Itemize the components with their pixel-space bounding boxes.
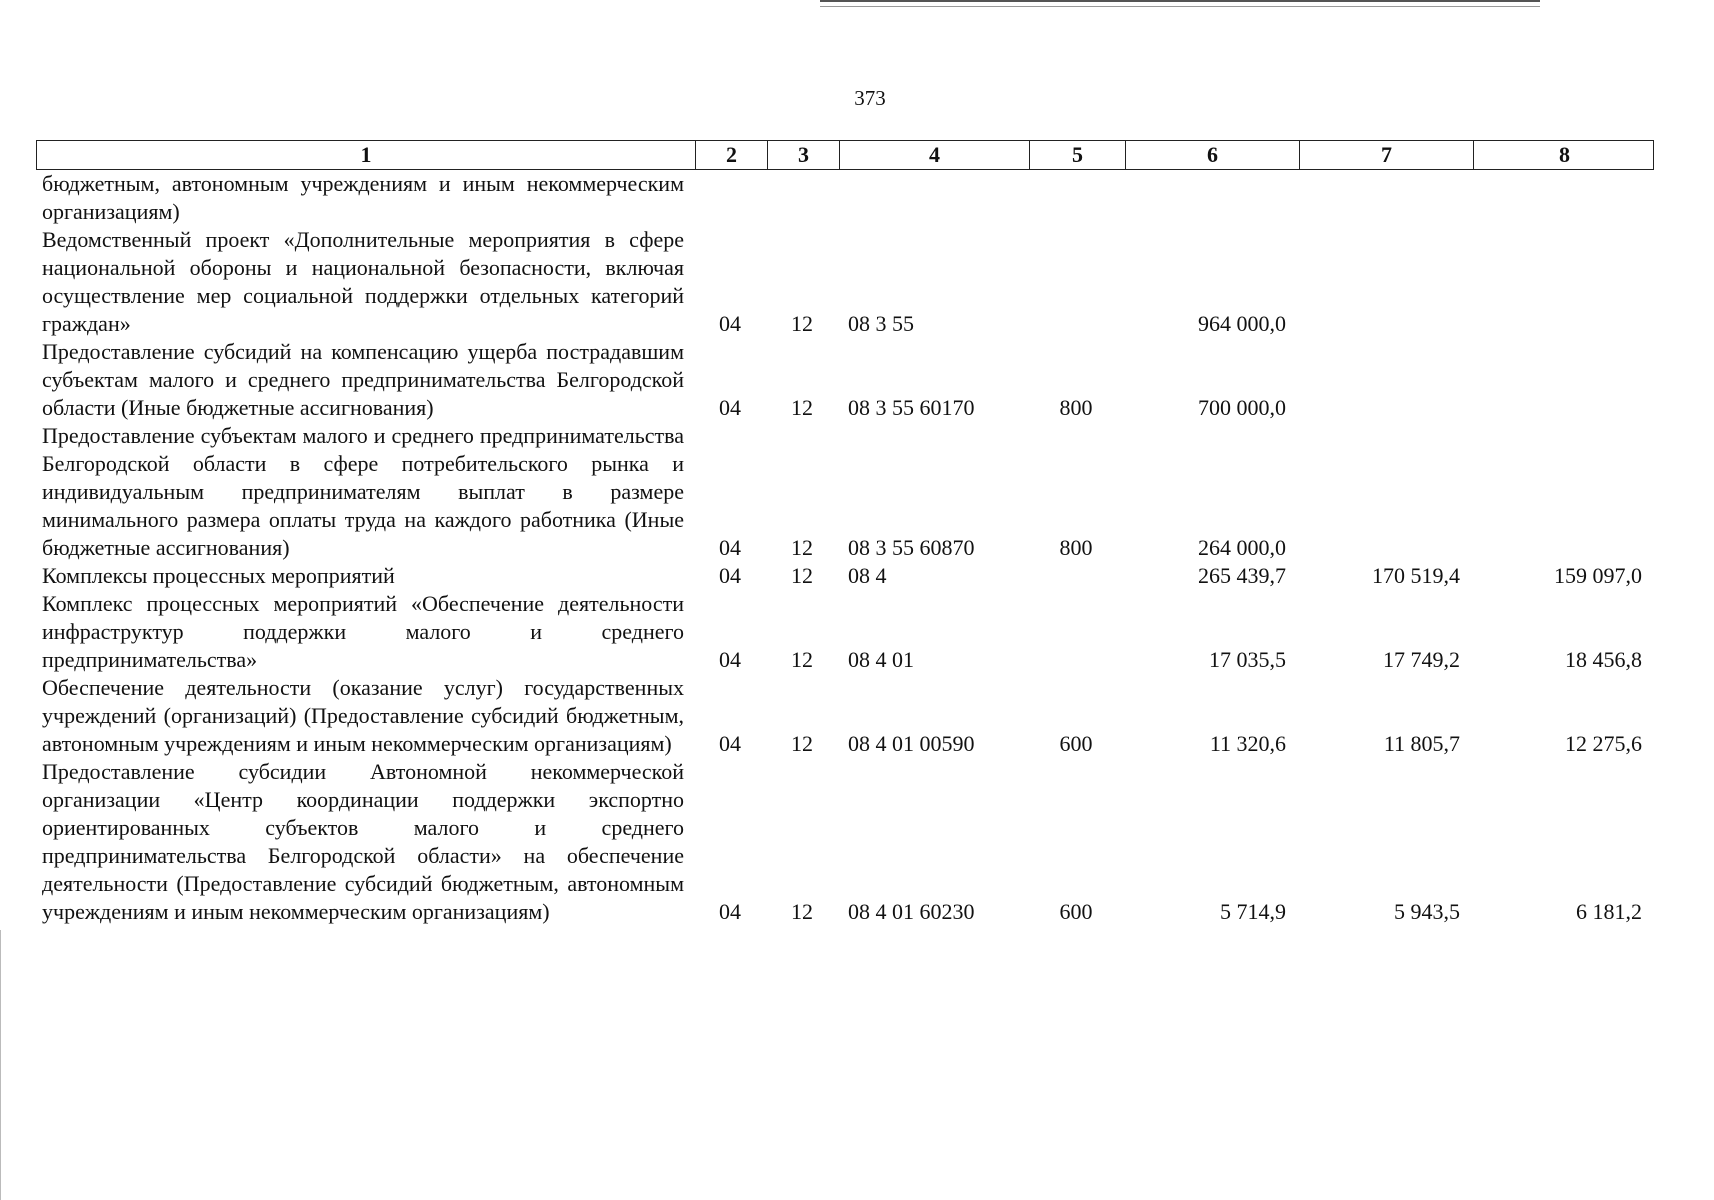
row-name: Предоставление субсидий на компенсацию ущерба пострадавшим субъектам малого и среднего предпринимательства Белгородской области (Иные бюджетные ассигнования) [42,339,684,420]
row-name: Комплексы процессных мероприятий [42,563,395,588]
row-name: Комплекс процессных мероприятий «Обеспечение деятельности инфраструктур поддержки малого и среднего предпринимательства» [42,591,684,672]
column-header: 8 [1473,141,1655,169]
row-amount-year-1: 17 035,5 [1209,647,1286,672]
row-amount-year-1: 5 714,9 [1220,899,1286,924]
row-subsection-code: 12 [791,535,813,560]
column-header: 5 [1029,141,1125,169]
column-header-row [36,140,1654,170]
row-subsection-code: 12 [791,563,813,588]
row-target-code: 08 3 55 60870 [848,535,975,560]
row-amount-year-1: 700 000,0 [1198,395,1286,420]
table-row [36,338,1654,422]
row-subsection-code: 12 [791,731,813,756]
row-amount-year-2: 11 805,7 [1383,731,1460,756]
table-row [36,422,1654,562]
row-expense-type: 600 [1059,731,1093,756]
column-header: 7 [1299,141,1473,169]
column-header: 1 [360,142,372,167]
row-target-code: 08 4 01 [848,647,914,672]
row-amount-year-2: 170 519,4 [1372,563,1460,588]
row-expense-type: 800 [1059,395,1093,420]
row-section-code: 04 [719,731,741,756]
table-row [36,758,1654,926]
row-section-code: 04 [719,311,741,336]
row-target-code: 08 4 [848,563,887,588]
column-header: 6 [1125,141,1299,169]
table-row [36,674,1654,758]
row-amount-year-1: 265 439,7 [1198,563,1286,588]
row-target-code: 08 4 01 60230 [848,899,975,924]
row-amount-year-3: 18 456,8 [1565,647,1642,672]
scan-artifact-edge [0,930,1,1200]
row-expense-type: 600 [1059,899,1093,924]
row-name: бюджетным, автономным учреждениям и иным некоммерческим организациям) [42,171,684,224]
table-body [36,170,1654,926]
row-amount-year-3: 6 181,2 [1576,899,1642,924]
row-subsection-code: 12 [791,395,813,420]
row-subsection-code: 12 [791,311,813,336]
row-section-code: 04 [719,899,741,924]
row-amount-year-3: 159 097,0 [1554,563,1642,588]
row-name: Обеспечение деятельности (оказание услуг) государственных учреждений (организаций) (Предоставление субсидий бюджетным, автономным учреждениям и иным некоммерческим организациям) [42,675,684,756]
row-name: Предоставление субъектам малого и среднего предпринимательства Белгородской области в сфере потребительского рынка и индивидуальным предпринимателям выплат в размере минимального размера оплаты труда на каждого работника (Иные бюджетные ассигнования) [42,423,684,560]
page-number: 373 [854,86,886,110]
scan-artifact-line [820,6,1540,7]
table-row [36,562,1654,590]
row-section-code: 04 [719,395,741,420]
column-header: 2 [695,141,767,169]
column-header: 4 [839,141,1029,169]
row-name: Ведомственный проект «Дополнительные мероприятия в сфере национальной обороны и национальной безопасности, включая осуществление мер социальной поддержки отдельных категорий граждан» [42,227,684,336]
row-name: Предоставление субсидии Автономной некоммерческой организации «Центр координации поддержки экспортно ориентированных субъектов малого и среднего предпринимательства Белгородской области» на обеспечение деятельности (Предоставление субсидий бюджетным, автономным учреждениям и иным некоммерческим организациям) [42,759,684,924]
row-section-code: 04 [719,535,741,560]
row-amount-year-2: 5 943,5 [1394,899,1460,924]
row-section-code: 04 [719,563,741,588]
row-amount-year-2: 17 749,2 [1383,647,1460,672]
row-subsection-code: 12 [791,647,813,672]
row-amount-year-3: 12 275,6 [1565,731,1642,756]
column-header: 3 [767,141,839,169]
row-section-code: 04 [719,647,741,672]
row-target-code: 08 4 01 00590 [848,731,975,756]
scan-artifact-line [820,0,1540,2]
budget-table [36,140,1654,926]
row-amount-year-1: 264 000,0 [1198,535,1286,560]
table-row [36,226,1654,338]
row-amount-year-1: 964 000,0 [1198,311,1286,336]
row-target-code: 08 3 55 60170 [848,395,975,420]
row-target-code: 08 3 55 [848,311,914,336]
table-row [36,590,1654,674]
row-amount-year-1: 11 320,6 [1209,731,1286,756]
row-subsection-code: 12 [791,899,813,924]
row-expense-type: 800 [1059,535,1093,560]
table-row [36,170,1654,226]
